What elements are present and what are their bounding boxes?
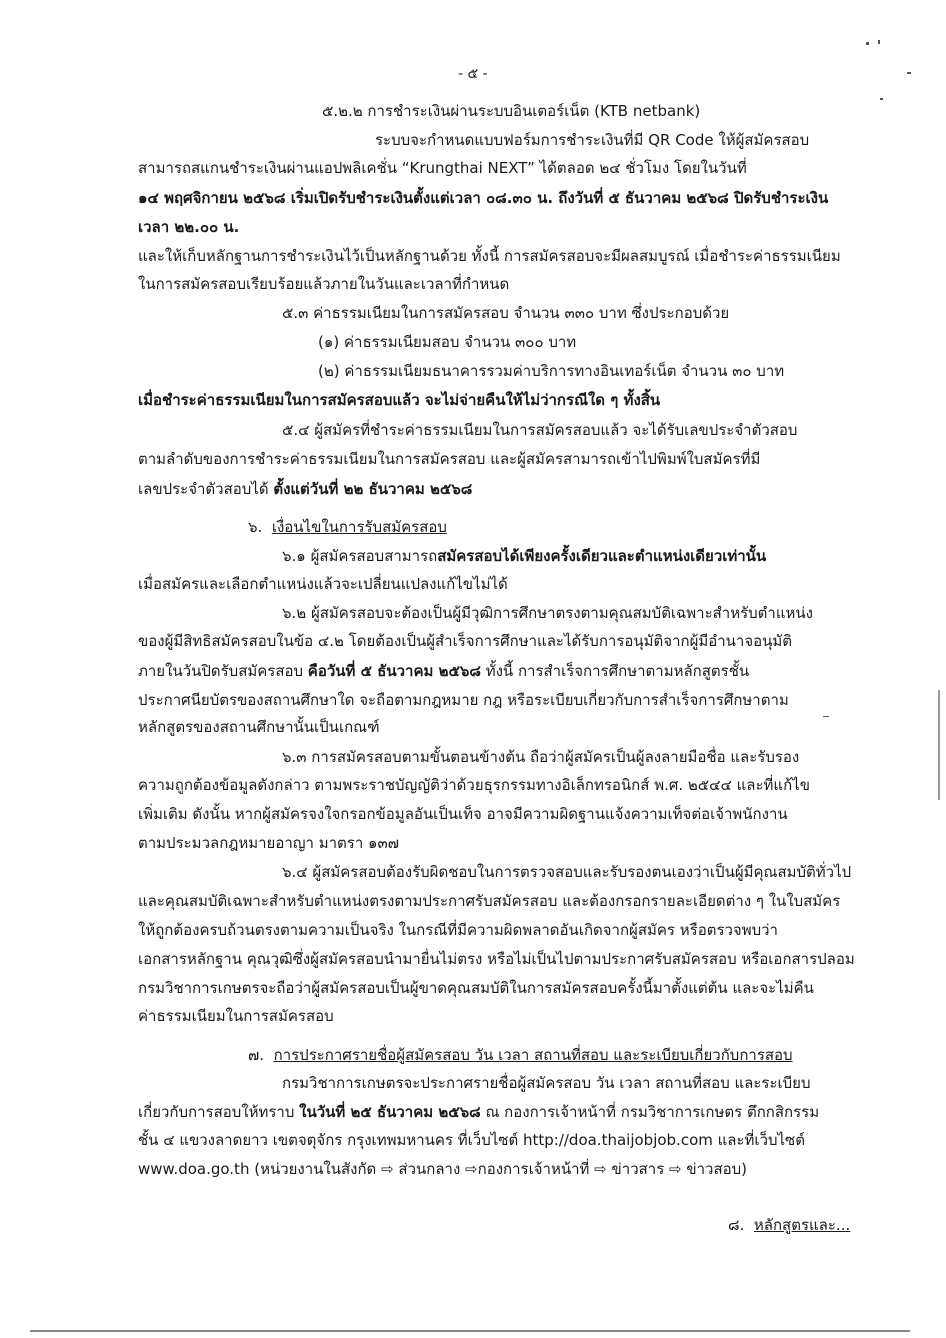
scan-bottom-edge (30, 1330, 910, 1332)
paragraph-line: ตามประมวลกฎหมายอาญา มาตรา ๑๓๗ (138, 834, 400, 852)
paragraph-line: ของผู้มีสิทธิสมัครสอบในข้อ ๔.๒ โดยต้องเป็นผู้สำเร็จการศึกษาและได้รับการอนุมัติจากผู้มีอำนาจอนุมัติ (138, 632, 793, 650)
paragraph-line: และคุณสมบัติเฉพาะสำหรับตำแหน่งตรงตามประกาศรับสมัครสอบ และต้องกรอกรายละเอียดต่าง ๆ ในใบสมัคร (138, 892, 841, 910)
section-title: เงื่อนไขในการรับสมัครสอบ (271, 518, 447, 536)
arrow-right-icon: ⇨ (465, 1160, 478, 1178)
paragraph-line: ค่าธรรมเนียมในการสมัครสอบ (138, 1007, 334, 1025)
scan-speck (878, 40, 880, 44)
arrow-right-icon: ⇨ (594, 1160, 607, 1178)
paragraph-line: ประกาศนียบัตรของสถานศึกษาใด จะถือตามกฎหมาย กฎ หรือระเบียบเกี่ยวกับการสำเร็จการศึกษาตาม (138, 691, 789, 709)
scan-speck (907, 72, 911, 74)
paragraph-line: กรมวิชาการเกษตรจะประกาศรายชื่อผู้สมัครสอบ วัน เวลา สถานที่สอบ และระเบียบ (282, 1074, 811, 1092)
paragraph-line: เพิ่มเติม ดังนั้น หากผู้สมัครจงใจกรอกข้อมูลอันเป็นเท็จ อาจมีความผิดฐานแจ้งความเท็จต่อเจ้าพนักงาน (138, 805, 788, 823)
paragraph-line: ระบบจะกำหนดแบบฟอร์มการชำระเงินที่มี QR Code ให้ผู้สมัครสอบ (375, 131, 810, 149)
paragraph-line: เมื่อสมัครและเลือกตำแหน่งแล้วจะเปลี่ยนแปลงแก้ไขไม่ได้ (138, 575, 508, 593)
section-6-3: ๖.๓ การสมัครสอบตามขั้นตอนข้างต้น ถือว่าผู้สมัครเป็นผู้ลงลายมือชื่อ และรับรอง (282, 748, 800, 766)
scan-edge-mark (938, 690, 940, 800)
section-6-4: ๖.๔ ผู้สมัครสอบต้องรับผิดชอบในการตรวจสอบและรับรองตนเองว่าเป็นผู้มีคุณสมบัติทั่วไป (282, 863, 852, 881)
text-run: ส่วนกลาง (393, 1160, 466, 1178)
page-number: - ๕ - (458, 66, 488, 82)
text-run: www.doa.go.th (หน่วยงานในสังกัด (138, 1160, 382, 1178)
section-6-heading (248, 517, 447, 537)
scan-speck (866, 42, 869, 45)
paragraph-line: เอกสารหลักฐาน คุณวุฒิซึ่งผู้สมัครสอบนำมายื่นไม่ตรง หรือไม่เป็นไปตามประกาศรับสมัครสอบ หรือเอกสารปลอม (138, 950, 855, 968)
arrow-right-icon: ⇨ (669, 1160, 682, 1178)
fee-item-1: (๑) ค่าธรรมเนียมสอบ จำนวน ๓๐๐ บาท (318, 333, 577, 351)
paragraph-line: ให้ถูกต้องครบถ้วนตรงตามความเป็นจริง ในกรณีที่มีความผิดพลาดอันเกิดจากผู้สมัคร หรือตรวจพบว่า (138, 921, 778, 939)
paragraph-line: ตามลำดับของการชำระค่าธรรมเนียมในการสมัครสอบ และผู้สมัครสามารถเข้าไปพิมพ์ใบสมัครที่มี (138, 450, 761, 468)
paragraph-line: และให้เก็บหลักฐานการชำระเงินไว้เป็นหลักฐานด้วย ทั้งนี้ การสมัครสอบจะมีผลสมบูรณ์ เมื่อชำระค่าธรรมเนียม (138, 247, 841, 265)
paragraph-line: กรมวิชาการเกษตรจะถือว่าผู้สมัครสอบเป็นผู้ขาดคุณสมบัติในการสมัครสอบครั้งนี้มาตั้งแต่ต้น และจะไม่คืน (138, 979, 814, 997)
paragraph-line: สามารถสแกนชำระเงินผ่านแอปพลิเคชั่น “Krungthai NEXT” ได้ตลอด ๒๔ ชั่วโมง โดยในวันที่ (138, 159, 747, 177)
section-5-2-2-heading: ๕.๒.๒ การชำระเงินผ่านระบบอินเตอร์เน็ต (KTB netbank) (322, 102, 701, 120)
paragraph-line (138, 479, 472, 499)
text-run: เลขประจำตัวสอบได้ (138, 480, 274, 498)
paragraph-line: หลักสูตรของสถานศึกษานั้นเป็นเกณฑ์ (138, 718, 380, 736)
continuation-text: หลักสูตรและ... (753, 1216, 851, 1234)
paragraph-line: ในการสมัครสอบเรียบร้อยแล้วภายในวันและเวลาที่กำหนด (138, 275, 510, 293)
section-title: การประกาศรายชื่อผู้สมัครสอบ วัน เวลา สถานที่สอบ และระเบียบเกี่ยวกับการสอบ (273, 1046, 793, 1064)
paragraph-line (138, 1102, 819, 1122)
text-run: เกี่ยวกับการสอบให้ทราบ (138, 1103, 300, 1121)
paragraph-line: ความถูกต้องข้อมูลดังกล่าว ตามพระราชบัญญัติว่าด้วยธุรกรรมทางอิเล็กทรอนิกส์ พ.ศ. ๒๕๔๔ และที่แก้ไข (138, 776, 810, 794)
section-5-3-heading: ๕.๓ ค่าธรรมเนียมในการสมัครสอบ จำนวน ๓๓๐ บาท ซึ่งประกอบด้วย (282, 304, 730, 322)
text-run: ข่าวสาร (606, 1160, 670, 1178)
paragraph-line (138, 661, 749, 681)
text-run: กองการเจ้าหน้าที่ (477, 1160, 595, 1178)
arrow-right-icon: ⇨ (381, 1160, 394, 1178)
section-7-heading (248, 1045, 793, 1065)
paragraph-line-bold: เวลา ๒๒.๐๐ น. (138, 218, 240, 236)
fee-item-2: (๒) ค่าธรรมเนียมธนาคารรวมค่าบริการทางอินเทอร์เน็ต จำนวน ๓๐ บาท (318, 362, 785, 380)
section-6-2: ๖.๒ ผู้สมัครสอบจะต้องเป็นผู้มีวุฒิการศึกษาตรงตามคุณสมบัติเฉพาะสำหรับตำแหน่ง (282, 604, 813, 622)
section-number: ๗. (248, 1046, 265, 1064)
no-refund-notice: เมื่อชำระค่าธรรมเนียมในการสมัครสอบแล้ว จะไม่จ่ายคืนให้ไม่ว่ากรณีใด ๆ ทั้งสิ้น (138, 391, 661, 409)
text-run: ภายในวันปิดรับสมัครสอบ (138, 662, 308, 680)
website-path-line (138, 1159, 747, 1179)
date-bold: คือวันที่ ๕ ธันวาคม ๒๕๖๘ (307, 662, 481, 680)
text-bold: สมัครสอบได้เพียงครั้งเดียวและตำแหน่งเดียวเท่านั้น (437, 547, 767, 565)
text-run: ณ กองการเจ้าหน้าที่ กรมวิชาการเกษตร ตึกกสิกรรม (480, 1103, 820, 1121)
section-5-4-heading: ๕.๔ ผู้สมัครที่ชำระค่าธรรมเนียมในการสมัครสอบแล้ว จะได้รับเลขประจำตัวสอบ (282, 421, 798, 439)
paragraph-line: ชั้น ๔ แขวงลาดยาว เขตจตุจักร กรุงเทพมหานคร ที่เว็บไซต์ http://doa.thaijobjob.com และที่เว็บไซต์ (138, 1131, 805, 1149)
scan-speck (823, 716, 829, 717)
section-number: ๖. (248, 518, 263, 536)
text-run: ข่าวสอบ) (681, 1160, 748, 1178)
text-run: ๖.๑ ผู้สมัครสอบสามารถ (282, 547, 438, 565)
continuation-marker (728, 1215, 850, 1235)
date-bold: ในวันที่ ๒๕ ธันวาคม ๒๕๖๘ (299, 1103, 481, 1121)
section-number: ๘. (728, 1216, 745, 1234)
scan-speck (880, 98, 883, 100)
date-bold: ตั้งแต่วันที่ ๒๒ ธันวาคม ๒๕๖๘ (273, 480, 473, 498)
section-6-1 (282, 546, 766, 566)
paragraph-line-bold: ๑๔ พฤศจิกายน ๒๕๖๘ เริ่มเปิดรับชำระเงินตั้งแต่เวลา ๐๘.๓๐ น. ถึงวันที่ ๕ ธันวาคม ๒๕๖๘ ปิดรับชำระเงิน (138, 189, 829, 207)
text-run: ทั้งนี้ การสำเร็จการศึกษาตามหลักสูตรชั้น (480, 662, 750, 680)
